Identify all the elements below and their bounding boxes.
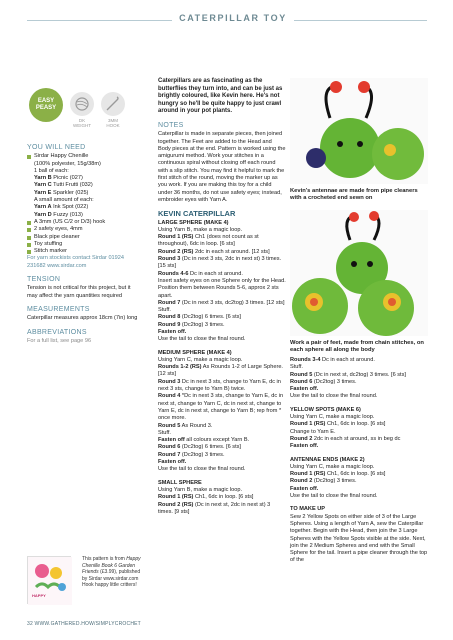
tension-text: Tension is not critical for this project, but it may affect the yarn quantities required (27, 285, 131, 299)
hook-icon (101, 92, 125, 116)
tension-heading: TENSION (27, 276, 61, 284)
pattern-step: Fasten off. (158, 328, 187, 335)
pattern-step: Round 1 (RS) Ch1, 6dc in loop. [6 sts] (290, 421, 386, 428)
abbreviations-text: For a full list, see page 96 (27, 337, 92, 344)
pattern-step: Fasten off all colours except Yarn B. (158, 437, 250, 444)
antennae-heading: ANTENNAE ENDS (MAKE 2) (290, 456, 365, 463)
pattern-step: Rounds 3-4 Dc in each st around. (290, 357, 375, 363)
page-footer[interactable]: 32 WWW.GATHERED.HOW/SIMPLYCROCHET (27, 621, 141, 627)
pattern-step: Insert safety eyes on one Sphere only for the Head. Position them between Rounds 5-6, approx 2 sts apart. (158, 277, 286, 299)
pattern-step: Fasten off. (290, 443, 319, 450)
pattern-step: Using Yarn C, make a magic loop. (158, 356, 243, 363)
pattern-step: Using Yarn C, make a magic loop. (290, 414, 375, 421)
hook-size-label: 3MM HOOK (106, 118, 120, 128)
dk-weight-label: DK WEIGHT (73, 118, 91, 128)
antennae-steps (290, 464, 428, 500)
pattern-step: Stuff. (158, 429, 171, 436)
pattern-step: Round 2 (Dc2tog) 3 times. (290, 478, 357, 485)
easy-peasy-badge: EASY PEASY (29, 88, 63, 122)
small-sphere-steps (158, 487, 286, 516)
notes-heading: NOTES (158, 121, 184, 129)
pattern-step: Round 2 (RS) (Dc in next st, 2dc in next st) 3 times. [9 sts] (158, 501, 271, 515)
pattern-step: Round 3 Dc in next 3 sts, change to Yarn E, dc in next 3 sts, change to Yarn B) twice. (158, 378, 281, 393)
medium-sphere-heading: MEDIUM SPHERE (MAKE 4) (158, 349, 232, 356)
pattern-step: Round 7 (Dc in next 3 sts, dc2tog) 3 times. [12 sts] (158, 299, 285, 306)
pattern-step: Use the tail to close the final round. (290, 393, 378, 400)
pattern-step: Round 9 (Dc2tog) 3 times. (158, 321, 225, 328)
large-sphere-steps (158, 227, 286, 344)
stockists-link[interactable]: For yarn stockists contact Sirdar 01924 231682 www.sirdar.com (27, 255, 125, 269)
pattern-step: Round 6 (Dc2tog) 6 times. [6 sts] (158, 444, 241, 451)
pattern-step: Using Yarn C, make a magic loop. (290, 463, 375, 470)
pattern-step: Round 2 2dc in each st around, ss in beg dc (290, 435, 401, 442)
pattern-step: Rounds 1-2 (RS) As Rounds 1-2 of Large Sphere. [12 sts] (158, 364, 283, 378)
notes-text: Caterpillar is made in separate pieces, then joined together. The Feet are added to the Head and Body pieces at the end. Pattern is worked using the amigurumi method. Work your stitches in a continuous spiral without closing off each round with a slip stitch. You may find it helpful to mark the first stitch of the round, moving the marker up as you work. If you are making this toy for a child under 36 months, do not use safety eyes; instead, embroider eyes with Yarn A. (158, 131, 286, 203)
yellow-spots-steps (290, 414, 428, 450)
yarn-line: Yarn A Ink Spot (022) (34, 204, 89, 211)
pattern-step: Round 5 (Dc in next st, dc2tog) 3 times. [6 sts] (290, 371, 406, 378)
pattern-step: Using Yarn B, make a magic loop. (158, 486, 243, 493)
supply-item: 2 safety eyes, 4mm (27, 226, 142, 233)
header-rule-right (294, 20, 427, 21)
intro-text: Caterpillars are as fascinating as the butterflies they turn into, and can be just as brightly coloured, like Kevin here. He's not hungry so he'll be quite happy to just crawl around in your pot plants. (158, 78, 283, 115)
photo-caption-2: Work a pair of feet, made from chain stitches, on each sphere all along the body (290, 340, 424, 354)
header-rule-left (27, 20, 172, 21)
supply-item: Stitch marker (27, 248, 142, 255)
promo-text: This pattern is from Happy Chenille Book 6 Garden Friends (£3.99), published by Sirdar www.sirdar.com Hook happy little critters! (82, 556, 141, 589)
yarn-weight-icon (70, 92, 94, 116)
supply-item: Black pipe cleaner (27, 234, 142, 241)
small-sphere-cont (290, 357, 428, 401)
you-will-need-heading: YOU WILL NEED (27, 144, 86, 151)
make-up-column (290, 357, 428, 565)
pattern-step: Round 1 (RS) Ch1 (does not count as st throughout), 6dc in loop. [6 sts] (158, 234, 259, 248)
pattern-step: Round 4 *Dc in next 3 sts, change to Yarn E, dc in next st, change to Yarn C, dc in next st, change to Yarn E, dc in next st, change to Yarn B; rep from * once more. (158, 393, 284, 422)
pattern-step: Round 7 (Dc2tog) 3 times. (158, 451, 225, 458)
page-header (0, 13, 453, 27)
pattern-step: Use the tail to close the final round. (158, 466, 246, 473)
photo-caption-1: Kevin's antennae are made from pipe cleaners with a crocheted end sewn on (290, 188, 418, 202)
pattern-step: Stuff. (290, 364, 303, 371)
pattern-step: Use the tail to close the final round. (290, 493, 378, 500)
pattern-step: Round 1 (RS) Ch1, 6dc in loop. [6 sts] (158, 494, 254, 501)
measurements-text: Caterpillar measures approx 18cm (7in) long (27, 315, 138, 322)
abbreviations-heading: ABBREVIATIONS (27, 328, 87, 336)
pattern-column (158, 78, 286, 516)
small-sphere-heading: SMALL SPHERE (158, 479, 202, 486)
pattern-step: Fasten off. (290, 485, 319, 492)
pattern-step: Round 1 (RS) Ch1, 6dc in loop. [6 sts] (290, 471, 386, 478)
pattern-step: Rounds 4-6 Dc in each st around. (158, 270, 243, 277)
pattern-step: Using Yarn B, make a magic loop. (158, 226, 243, 233)
ball-of-each: 1 ball of each: (34, 167, 69, 174)
pattern-step: Round 3 (Dc in next 3 sts, 2dc in next st) 3 times. [15 sts] (158, 256, 282, 270)
pattern-step: Stuff. (158, 307, 171, 314)
yarn-line: Yarn E Sparkler (025) (34, 189, 89, 196)
pattern-step: Fasten off. (158, 459, 187, 466)
pattern-step: Round 2 (RS) 2dc in each st around. [12 sts] (158, 248, 270, 255)
pattern-step: Round 6 (Dc2tog) 3 times. (290, 378, 357, 385)
pattern-step: Round 5 As Round 3. (158, 422, 213, 429)
book-cover-image: HAPPY (27, 556, 71, 604)
yarn-detail: (100% polyester, 15g/38m) (34, 160, 101, 167)
caterpillar-body-photo (290, 210, 428, 336)
kevin-heading: KEVIN CATERPILLAR (158, 209, 236, 219)
make-up-text: Sew 2 Yellow Spots on either side of 3 of the Large Spheres. Using a length of Yarn A, sew the Caterpillar together. Begin with the Head, then join the 3 Large Spheres with the Yellow Spots visible at the side. Next, join the 2 Medium Spheres and end with the Small Sphere for the tail. Insert a pipe cleaner through the top of the (290, 513, 428, 564)
pattern-step: Fasten off. (290, 386, 319, 393)
small-amount: A small amount of each: (34, 197, 94, 204)
pattern-step: Round 8 (Dc2tog) 6 times. [6 sts] (158, 314, 241, 321)
supply-item: Toy stuffing (27, 241, 142, 248)
supply-item: A 3mm (US C/2 or D/3) hook (27, 219, 142, 226)
skill-badges (27, 88, 142, 140)
yellow-spots-heading: YELLOW SPOTS (MAKE 6) (290, 406, 361, 413)
pattern-step: Change to Yarn E. (290, 428, 336, 435)
caterpillar-head-photo (290, 78, 428, 184)
measurements-heading: MEASUREMENTS (27, 305, 90, 313)
medium-sphere-steps (158, 357, 286, 474)
pattern-step: Use the tail to close the final round. (158, 336, 246, 343)
yarn-brand: Sirdar Happy Chenille (27, 153, 142, 160)
materials-column (27, 138, 142, 345)
make-up-heading: TO MAKE UP (290, 506, 326, 513)
yarn-line: Yarn B Picnic (027) (34, 175, 83, 182)
yarn-line: Yarn C Tutti Frutti (032) (34, 182, 93, 189)
large-sphere-heading: LARGE SPHERE (MAKE 4) (158, 219, 229, 226)
yarn-line: Yarn D Fuzzy (013) (34, 211, 83, 218)
page-title: CATERPILLAR TOY (179, 13, 287, 23)
